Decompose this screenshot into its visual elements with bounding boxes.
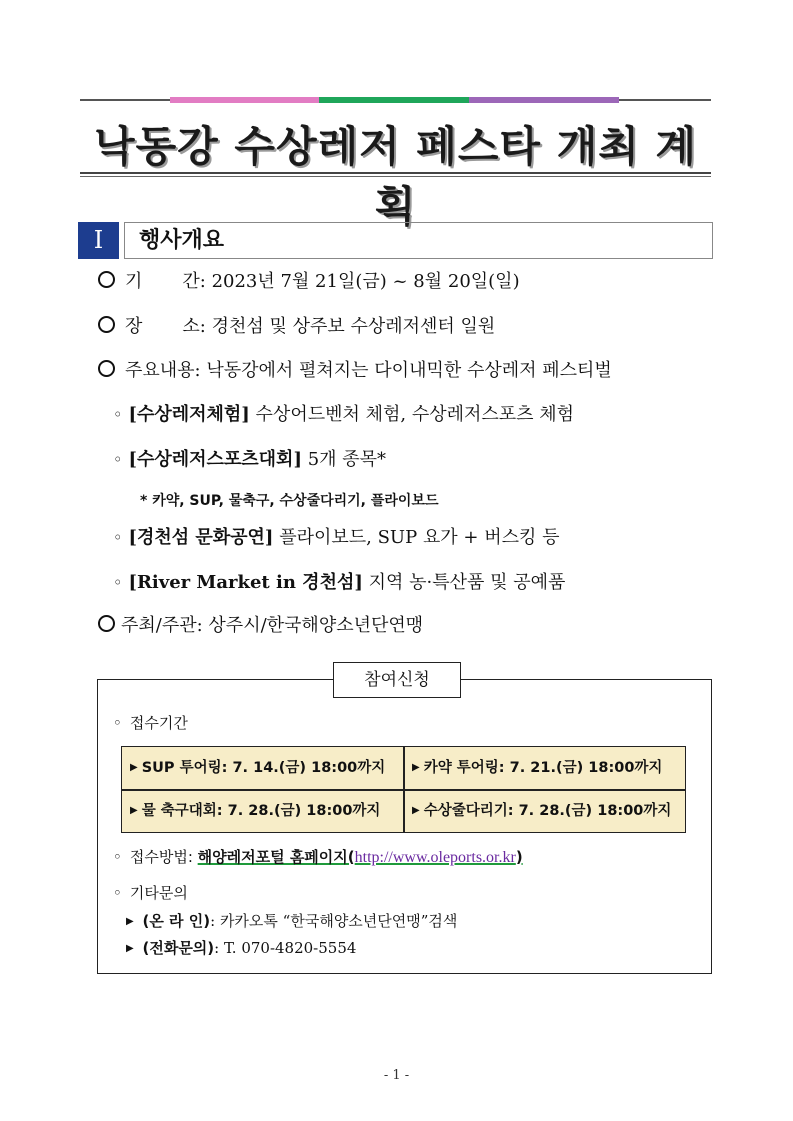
sub-item-text: 수상어드벤처 체험, 수상레저스포츠 체험 <box>255 404 575 425</box>
content-line <box>98 359 612 383</box>
sub-bullet: ◦ <box>113 884 122 902</box>
title-bottom-rule <box>80 172 711 174</box>
schedule-cell <box>122 747 403 789</box>
inquiry-heading-label: 기타문의 <box>129 884 188 902</box>
title-accent-green <box>319 97 469 103</box>
place-label-a: 장 <box>125 316 143 337</box>
inquiry-online <box>126 910 457 931</box>
period-heading <box>113 712 188 733</box>
sub-item-text: 플라이보드, SUP 요가 + 버스킹 등 <box>279 527 560 548</box>
registration-title: 참여신청 <box>333 662 461 698</box>
period-line <box>98 270 520 294</box>
sub-bullet: ◦ <box>113 573 123 592</box>
triangle-bullet-icon: ▶ <box>412 762 420 773</box>
sub-bullet: ◦ <box>113 714 122 732</box>
title-accent-purple <box>469 97 619 103</box>
period-value: 2023년 7월 21일(금) ~ 8월 20일(일) <box>211 271 520 292</box>
host-label: 주최/주관: <box>121 615 203 636</box>
host-line <box>98 614 423 638</box>
section-label: 행사개요 <box>139 228 225 253</box>
triangle-bullet-icon: ▶ <box>130 805 138 816</box>
schedule-text: 카약 투어링: 7. 21.(금) 18:00까지 <box>423 760 663 776</box>
triangle-bullet-icon: ▶ <box>412 805 420 816</box>
section-header-box <box>124 222 713 259</box>
inquiry-heading <box>113 882 188 903</box>
inquiry-label: (전화문의) <box>142 939 215 957</box>
period-label-a: 기 <box>125 271 143 292</box>
triangle-bullet-icon: ▶ <box>126 943 134 954</box>
sub-item-title: [수상레저체험] <box>128 404 250 425</box>
sub-bullet: ◦ <box>113 405 123 424</box>
title-accent-pink <box>170 97 319 103</box>
sub-item-text: 5개 종목* <box>307 449 387 470</box>
sub-item-title: [수상레저스포츠대회] <box>128 449 302 470</box>
inquiry-phone <box>126 937 356 958</box>
sub-item-title: [River Market in 경천섬] <box>128 572 363 593</box>
period-heading-label: 접수기간 <box>129 714 188 732</box>
content-label: 주요내용: <box>125 360 201 381</box>
inquiry-text: : T. 070-4820-5554 <box>214 939 357 957</box>
sub-item-title: [경천섬 문화공연] <box>128 527 274 548</box>
triangle-bullet-icon: ▶ <box>130 762 138 773</box>
sub-bullet: ◦ <box>113 528 123 547</box>
schedule-text: 물 축구대회: 7. 28.(금) 18:00까지 <box>141 803 381 819</box>
place-value: 경천섬 및 상주보 수상레저센터 일원 <box>211 316 496 337</box>
schedule-text: SUP 투어링: 7. 14.(금) 18:00까지 <box>141 760 386 776</box>
period-label-b: 간: <box>182 271 206 292</box>
schedule-cell <box>404 747 685 789</box>
sub-item <box>113 448 386 472</box>
section-number: Ⅰ <box>78 222 119 259</box>
sub-bullet: ◦ <box>113 450 123 469</box>
homepage-link[interactable]: http://www.oleports.or.kr <box>354 849 516 866</box>
circle-bullet-icon <box>98 271 115 288</box>
sub-item <box>113 571 565 595</box>
document-title: 낙동강 수상레저 페스타 개최 계획 <box>94 122 697 231</box>
schedule-cell <box>404 790 685 832</box>
title-bottom-rule-thin <box>80 176 711 177</box>
host-value: 상주시/한국해양소년단연맹 <box>208 615 424 636</box>
circle-bullet-icon <box>98 615 115 632</box>
circle-bullet-icon <box>98 316 115 333</box>
inquiry-text: : 카카오톡 “한국해양소년단연맹”검색 <box>210 912 458 930</box>
place-label-b: 소: <box>182 316 206 337</box>
inquiry-label: (온 라 인) <box>142 912 211 930</box>
sports-footnote: * 카약, SUP, 물축구, 수상줄다리기, 플라이보드 <box>140 493 439 509</box>
method-label: 접수방법: <box>129 848 193 866</box>
sub-item <box>113 403 574 427</box>
triangle-bullet-icon: ▶ <box>126 916 134 927</box>
method-line <box>113 846 523 867</box>
sub-item-text: 지역 농·특산품 및 공예품 <box>368 572 566 593</box>
method-text: 해양레저포털 홈페이지( <box>197 848 355 866</box>
content-value: 낙동강에서 펼쳐지는 다이내믹한 수상레저 페스티벌 <box>206 360 612 381</box>
sub-item <box>113 526 559 550</box>
schedule-cell <box>122 790 403 832</box>
schedule-text: 수상줄다리기: 7. 28.(금) 18:00까지 <box>423 803 672 819</box>
place-line <box>98 315 495 339</box>
page-number: - 1 - <box>383 1068 410 1083</box>
schedule-table <box>121 746 686 833</box>
sub-bullet: ◦ <box>113 848 122 866</box>
circle-bullet-icon <box>98 360 115 377</box>
method-close: ) <box>515 848 523 866</box>
